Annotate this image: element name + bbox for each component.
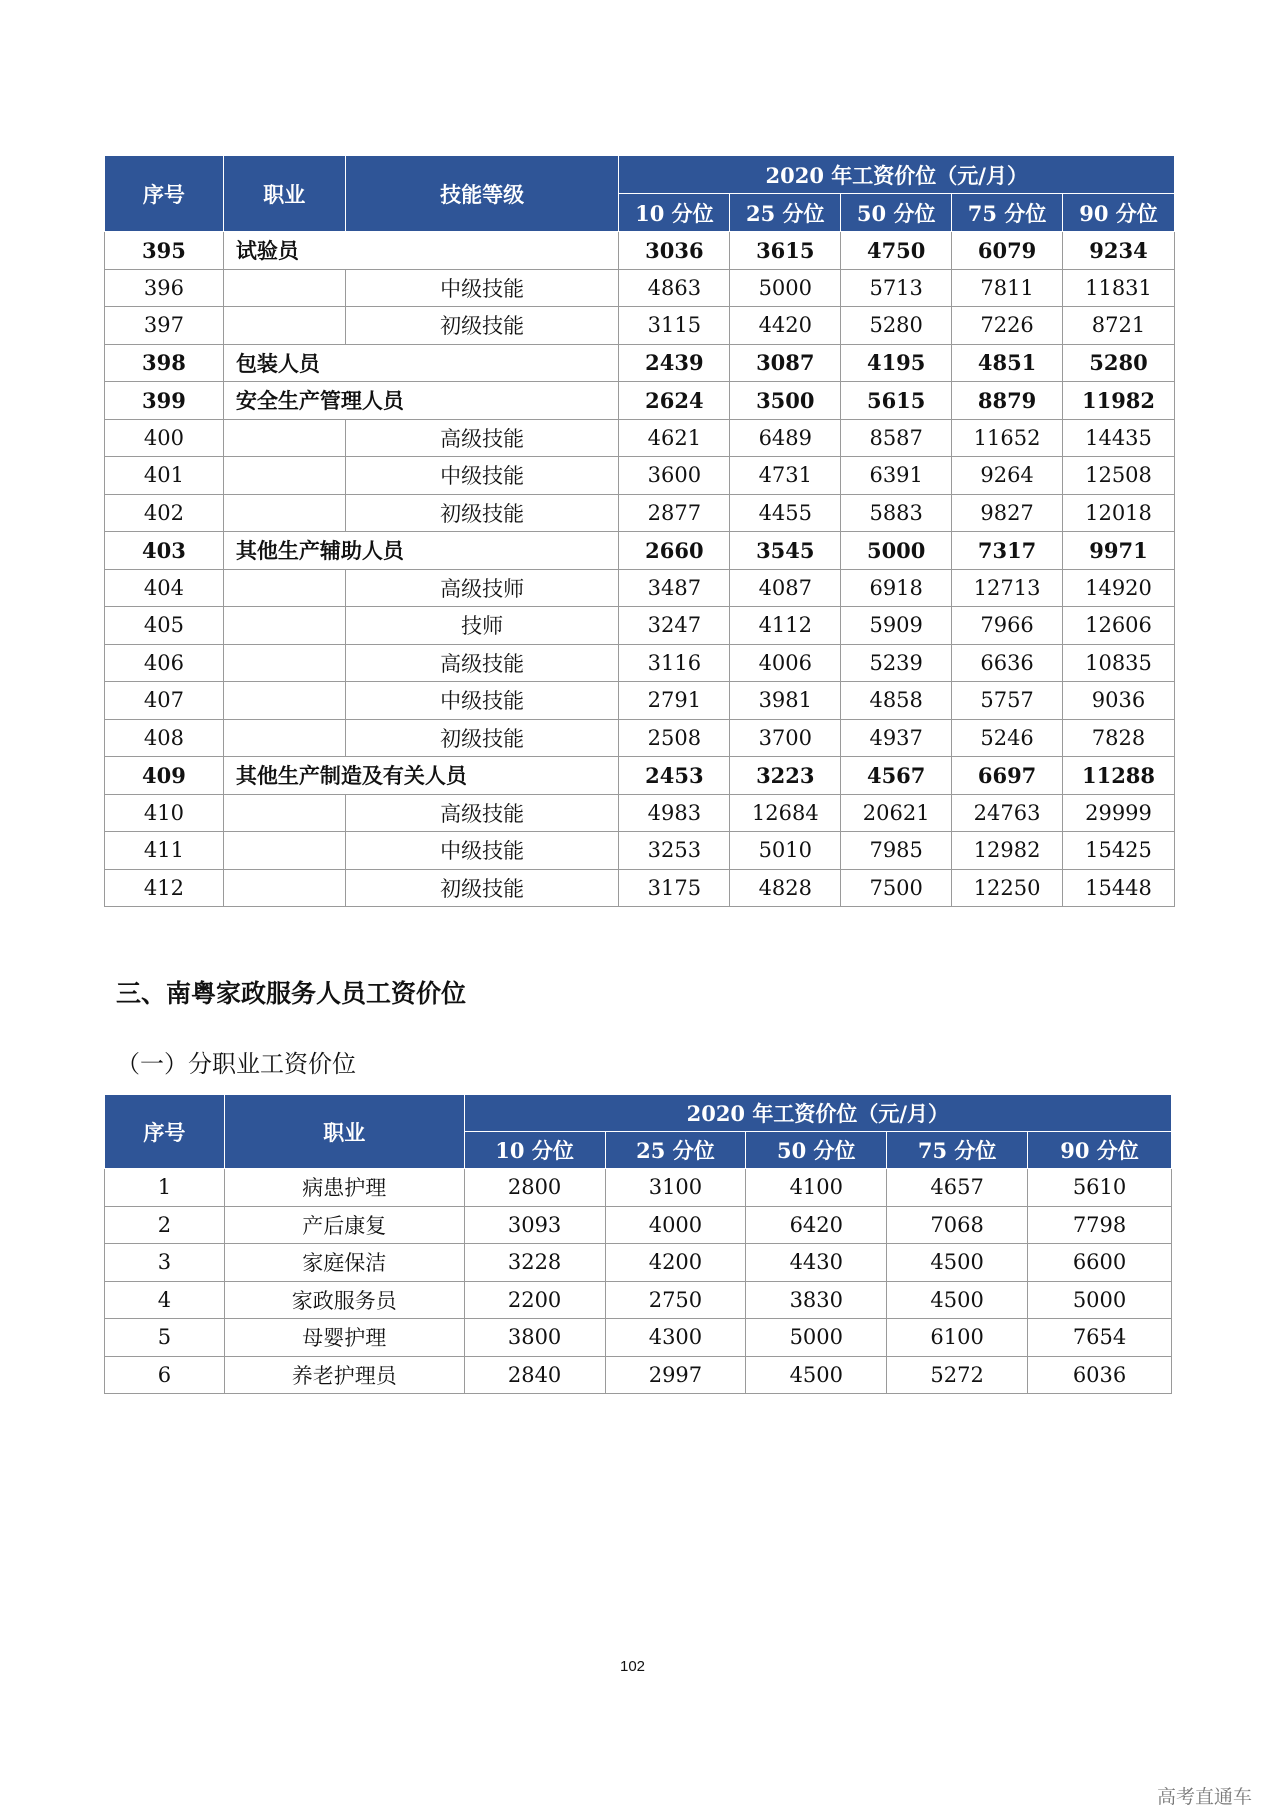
cell-occupation: 养老护理员 [224,1356,464,1394]
cell-p10: 3800 [464,1319,605,1357]
cell-p25: 3545 [730,532,841,570]
cell-occupation: 产后康复 [224,1206,464,1244]
cell-seq: 404 [105,569,224,607]
cell-seq: 409 [105,757,224,795]
cell-occupation: 安全生产管理人员 [223,382,619,420]
table-row [105,382,1175,420]
cell-p10: 2453 [619,757,730,795]
cell-p25: 3615 [730,232,841,270]
header-occupation: 职业 [224,1095,464,1169]
cell-p10: 2791 [619,682,730,720]
header-p50: 50 分位 [841,194,952,232]
cell-occupation [223,269,345,307]
cell-seq: 411 [105,832,224,870]
cell-seq: 408 [105,719,224,757]
table-row [105,644,1175,682]
cell-occupation [223,644,345,682]
cell-p50: 4750 [841,232,952,270]
cell-occupation [223,457,345,495]
cell-occupation: 病患护理 [224,1169,464,1207]
cell-seq: 402 [105,494,224,532]
cell-p10: 4621 [619,419,730,457]
cell-p10: 3600 [619,457,730,495]
cell-p90: 29999 [1063,794,1175,832]
cell-p75: 7317 [952,532,1063,570]
subsection-title: （一）分职业工资价位 [116,1050,356,1078]
cell-p75: 6636 [952,644,1063,682]
cell-p50: 5883 [841,494,952,532]
cell-p50: 4858 [841,682,952,720]
cell-seq: 405 [105,607,224,645]
table-row [105,569,1175,607]
cell-seq: 4 [105,1281,225,1319]
cell-p10: 4983 [619,794,730,832]
cell-p75: 6697 [952,757,1063,795]
cell-p90: 5610 [1028,1169,1172,1207]
table-row [105,1206,1172,1244]
cell-p10: 3036 [619,232,730,270]
cell-skill-level: 初级技能 [345,307,619,345]
header-p90: 90 分位 [1063,194,1175,232]
cell-p10: 3116 [619,644,730,682]
table-row [105,307,1175,345]
cell-seq: 407 [105,682,224,720]
cell-p10: 2508 [619,719,730,757]
cell-p25: 4112 [730,607,841,645]
cell-p25: 3500 [730,382,841,420]
cell-p25: 5010 [730,832,841,870]
cell-p50: 6391 [841,457,952,495]
cell-p25: 4200 [605,1244,746,1282]
header-p50: 50 分位 [746,1132,887,1169]
cell-occupation: 家庭保洁 [224,1244,464,1282]
cell-p50: 5615 [841,382,952,420]
cell-seq: 401 [105,457,224,495]
cell-p50: 3830 [746,1281,887,1319]
cell-seq: 399 [105,382,224,420]
cell-p50: 6420 [746,1206,887,1244]
cell-skill-level: 高级技能 [345,794,619,832]
cell-p25: 2750 [605,1281,746,1319]
watermark-text: 高考直通车 [1156,1786,1252,1808]
cell-p75: 6079 [952,232,1063,270]
cell-occupation [223,794,345,832]
cell-p90: 9036 [1063,682,1175,720]
cell-skill-level: 中级技能 [345,457,619,495]
table-row [105,1356,1172,1394]
cell-p75: 5757 [952,682,1063,720]
cell-p25: 4828 [730,869,841,907]
cell-occupation [223,607,345,645]
cell-occupation [223,832,345,870]
table-row [105,1281,1172,1319]
cell-p75: 6100 [887,1319,1028,1357]
cell-seq: 1 [105,1169,225,1207]
cell-occupation: 其他生产辅助人员 [223,532,619,570]
cell-p25: 3223 [730,757,841,795]
cell-occupation: 家政服务员 [224,1281,464,1319]
cell-p75: 4500 [887,1244,1028,1282]
cell-occupation [223,719,345,757]
table-row [105,719,1175,757]
cell-p25: 2997 [605,1356,746,1394]
cell-p10: 3253 [619,832,730,870]
cell-occupation [223,682,345,720]
cell-p10: 4863 [619,269,730,307]
cell-seq: 6 [105,1356,225,1394]
cell-p90: 15425 [1063,832,1175,870]
header-p75: 75 分位 [952,194,1063,232]
table-row [105,532,1175,570]
cell-p90: 7828 [1063,719,1175,757]
cell-p90: 5280 [1063,344,1175,382]
cell-occupation [223,569,345,607]
cell-p75: 12982 [952,832,1063,870]
cell-p50: 8587 [841,419,952,457]
cell-p10: 3247 [619,607,730,645]
table-row [105,419,1175,457]
cell-seq: 3 [105,1244,225,1282]
cell-p50: 5909 [841,607,952,645]
header-p90: 90 分位 [1028,1132,1172,1169]
section-title: 三、南粤家政服务人员工资价位 [116,979,467,1008]
table-row [105,1319,1172,1357]
cell-p50: 4430 [746,1244,887,1282]
cell-p75: 5272 [887,1356,1028,1394]
cell-p25: 6489 [730,419,841,457]
cell-p75: 8879 [952,382,1063,420]
table-row [105,832,1175,870]
header-p75: 75 分位 [887,1132,1028,1169]
cell-p10: 3228 [464,1244,605,1282]
page-number: 102 [620,1658,646,1675]
cell-seq: 395 [105,232,224,270]
cell-occupation [223,307,345,345]
cell-p10: 2877 [619,494,730,532]
table-row [105,457,1175,495]
cell-p50: 5239 [841,644,952,682]
header-occupation: 职业 [223,156,345,232]
cell-p10: 2200 [464,1281,605,1319]
wage-table-domestic-services [104,1094,1172,1394]
cell-p50: 4567 [841,757,952,795]
cell-p50: 4195 [841,344,952,382]
cell-occupation: 其他生产制造及有关人员 [223,757,619,795]
cell-skill-level: 高级技能 [345,419,619,457]
cell-p75: 7966 [952,607,1063,645]
table-row [105,494,1175,532]
cell-p25: 3100 [605,1169,746,1207]
cell-p10: 2660 [619,532,730,570]
cell-p90: 14920 [1063,569,1175,607]
cell-p90: 6036 [1028,1356,1172,1394]
cell-skill-level: 中级技能 [345,682,619,720]
cell-seq: 398 [105,344,224,382]
cell-seq: 5 [105,1319,225,1357]
cell-p10: 2800 [464,1169,605,1207]
header-wage-group: 2020 年工资价位（元/月） [619,156,1175,194]
cell-p90: 11288 [1063,757,1175,795]
cell-occupation [223,869,345,907]
cell-p25: 3087 [730,344,841,382]
header-wage-group: 2020 年工资价位（元/月） [464,1095,1171,1132]
cell-p10: 2840 [464,1356,605,1394]
cell-p90: 12606 [1063,607,1175,645]
cell-p90: 7654 [1028,1319,1172,1357]
cell-p75: 4851 [952,344,1063,382]
cell-skill-level: 中级技能 [345,832,619,870]
cell-p90: 9234 [1063,232,1175,270]
cell-p75: 5246 [952,719,1063,757]
table-row [105,269,1175,307]
cell-skill-level: 高级技能 [345,644,619,682]
table-row [105,1169,1172,1207]
header-p10: 10 分位 [619,194,730,232]
cell-p90: 12018 [1063,494,1175,532]
cell-p25: 4087 [730,569,841,607]
cell-p50: 5000 [841,532,952,570]
cell-p50: 4100 [746,1169,887,1207]
table-row [105,794,1175,832]
cell-p50: 5280 [841,307,952,345]
header-p25: 25 分位 [605,1132,746,1169]
cell-p50: 7500 [841,869,952,907]
cell-p50: 6918 [841,569,952,607]
cell-skill-level: 高级技师 [345,569,619,607]
cell-p90: 11982 [1063,382,1175,420]
cell-p25: 4420 [730,307,841,345]
cell-p25: 4300 [605,1319,746,1357]
cell-p75: 4500 [887,1281,1028,1319]
cell-p25: 12684 [730,794,841,832]
cell-p10: 3175 [619,869,730,907]
cell-p75: 7226 [952,307,1063,345]
cell-p75: 7811 [952,269,1063,307]
cell-p90: 7798 [1028,1206,1172,1244]
wage-table-occupations [104,155,1175,907]
cell-p50: 4937 [841,719,952,757]
cell-p90: 5000 [1028,1281,1172,1319]
cell-occupation: 试验员 [223,232,619,270]
cell-skill-level: 技师 [345,607,619,645]
table-row [105,232,1175,270]
cell-p50: 4500 [746,1356,887,1394]
cell-p75: 12250 [952,869,1063,907]
cell-seq: 400 [105,419,224,457]
table-row [105,1244,1172,1282]
header-seq: 序号 [105,1095,225,1169]
header-skill-level: 技能等级 [345,156,619,232]
cell-seq: 406 [105,644,224,682]
cell-p75: 7068 [887,1206,1028,1244]
cell-skill-level: 初级技能 [345,494,619,532]
cell-seq: 410 [105,794,224,832]
cell-p75: 9827 [952,494,1063,532]
cell-p90: 6600 [1028,1244,1172,1282]
cell-occupation [223,494,345,532]
cell-skill-level: 初级技能 [345,719,619,757]
cell-p75: 9264 [952,457,1063,495]
cell-p25: 5000 [730,269,841,307]
cell-seq: 412 [105,869,224,907]
header-seq: 序号 [105,156,224,232]
cell-p90: 9971 [1063,532,1175,570]
cell-p90: 8721 [1063,307,1175,345]
cell-seq: 396 [105,269,224,307]
cell-p10: 3487 [619,569,730,607]
cell-p25: 4731 [730,457,841,495]
table-row [105,607,1175,645]
cell-p10: 3115 [619,307,730,345]
cell-p50: 5000 [746,1319,887,1357]
cell-p25: 4000 [605,1206,746,1244]
cell-occupation: 包装人员 [223,344,619,382]
cell-p90: 12508 [1063,457,1175,495]
cell-p25: 4455 [730,494,841,532]
cell-skill-level: 中级技能 [345,269,619,307]
cell-p50: 5713 [841,269,952,307]
cell-p75: 24763 [952,794,1063,832]
cell-p90: 10835 [1063,644,1175,682]
cell-p10: 2439 [619,344,730,382]
cell-skill-level: 初级技能 [345,869,619,907]
cell-seq: 2 [105,1206,225,1244]
cell-p90: 15448 [1063,869,1175,907]
cell-p90: 11831 [1063,269,1175,307]
table-row [105,682,1175,720]
header-p10: 10 分位 [464,1132,605,1169]
cell-p10: 3093 [464,1206,605,1244]
cell-p75: 11652 [952,419,1063,457]
cell-p25: 3981 [730,682,841,720]
cell-p50: 7985 [841,832,952,870]
cell-p90: 14435 [1063,419,1175,457]
table-row [105,757,1175,795]
cell-p25: 4006 [730,644,841,682]
cell-occupation: 母婴护理 [224,1319,464,1357]
cell-seq: 403 [105,532,224,570]
cell-occupation [223,419,345,457]
cell-seq: 397 [105,307,224,345]
cell-p10: 2624 [619,382,730,420]
table-row [105,869,1175,907]
table-row [105,344,1175,382]
cell-p50: 20621 [841,794,952,832]
cell-p25: 3700 [730,719,841,757]
cell-p75: 12713 [952,569,1063,607]
header-p25: 25 分位 [730,194,841,232]
cell-p75: 4657 [887,1169,1028,1207]
